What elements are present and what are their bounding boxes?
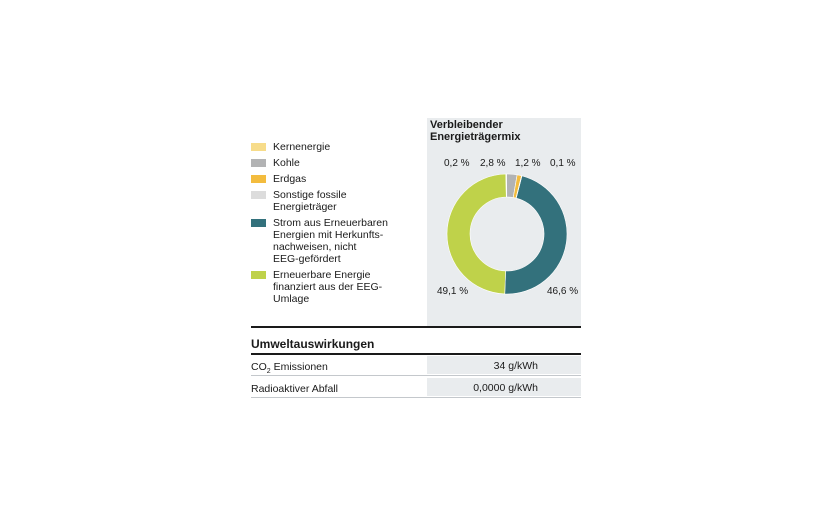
legend-swatch — [251, 219, 266, 227]
legend-label: Sonstige fossile — [273, 189, 347, 201]
legend-label: Erneuerbare Energie — [273, 269, 371, 281]
legend-label: nachweisen, nicht — [273, 241, 357, 253]
label-kohle: 2,8 % — [480, 158, 506, 169]
legend-item — [251, 141, 421, 153]
legend-swatch — [251, 191, 266, 199]
legend-item — [251, 157, 421, 169]
row-divider — [251, 375, 581, 376]
row-divider — [251, 397, 581, 398]
legend-item — [251, 269, 421, 305]
chart-title-line-1: Verbleibender — [430, 119, 503, 131]
legend-swatch — [251, 143, 266, 151]
legend-item — [251, 189, 421, 213]
slice-eeg-umlage — [447, 174, 506, 294]
donut-chart — [427, 160, 581, 310]
legend-label: Strom aus Erneuerbaren — [273, 217, 388, 229]
section-divider — [251, 326, 581, 328]
label-eeg-umlage: 49,1 % — [437, 286, 469, 297]
legend-swatch — [251, 271, 266, 279]
co2-label: $CO_2$ Emissionen — [251, 361, 328, 376]
waste-value: 0,0000 g/kWh — [473, 382, 538, 394]
label-erdgas: 1,2 % — [515, 158, 541, 169]
legend-label: Umlage — [273, 293, 310, 305]
legend-item — [251, 173, 421, 185]
co2-value: 34 g/kWh — [493, 360, 538, 372]
waste-label: Radioaktiver Abfall — [251, 383, 338, 395]
label-kernenergie: 0,1 % — [550, 158, 576, 169]
legend-swatch — [251, 175, 266, 183]
table-header-rule — [251, 353, 581, 355]
section-title-umwelt: Umweltauswirkungen — [251, 337, 375, 351]
chart-legend — [251, 141, 421, 309]
legend-label: finanziert aus der EEG- — [273, 281, 383, 293]
label-erneuerbare-hkn: 46,6 % — [547, 286, 579, 297]
chart-title — [430, 119, 580, 143]
legend-label: Kernenergie — [273, 141, 331, 153]
legend-label: Erdgas — [273, 173, 307, 185]
legend-label: EEG-gefördert — [273, 253, 341, 265]
chart-title-line-2: Energieträgermix — [430, 131, 521, 143]
legend-label: Kohle — [273, 157, 300, 169]
legend-swatch — [251, 159, 266, 167]
label-sonstige: 0,2 % — [444, 158, 470, 169]
legend-label: Energieträger — [273, 201, 337, 213]
legend-item — [251, 217, 421, 265]
legend-label: Energien mit Herkunfts- — [273, 229, 384, 241]
